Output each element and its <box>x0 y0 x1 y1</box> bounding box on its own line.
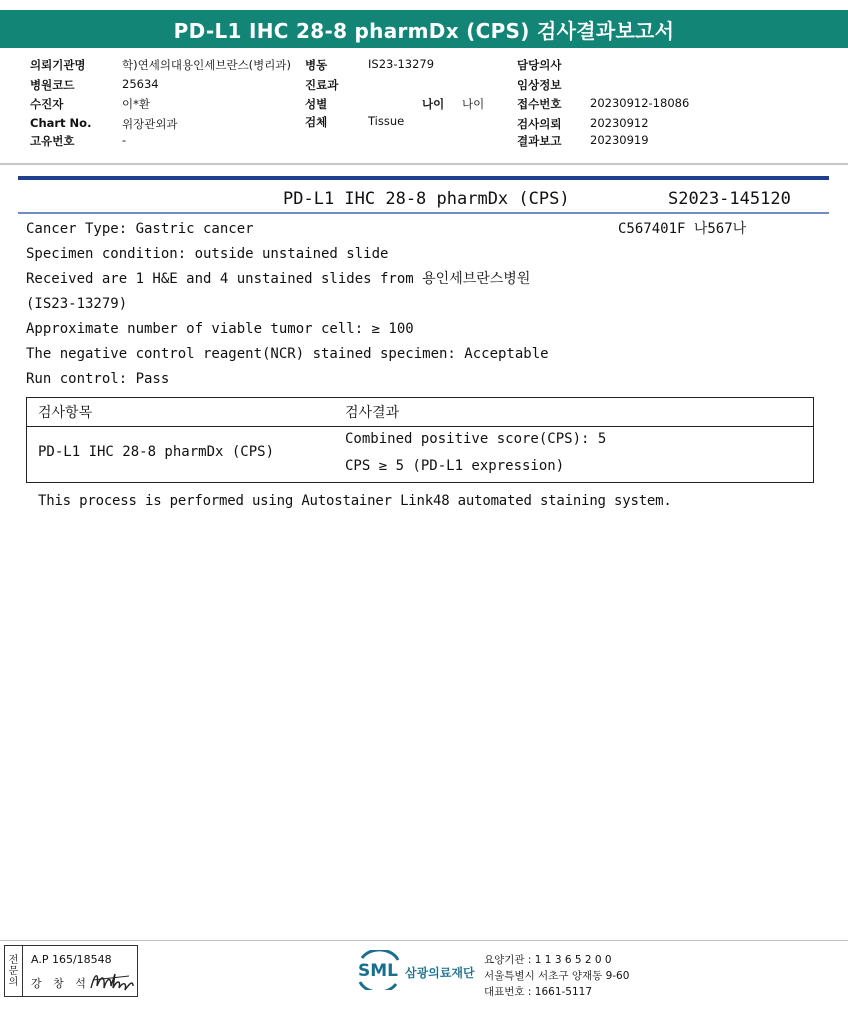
report-title-row <box>18 188 829 214</box>
result-cps-interpretation: CPS ≥ 5 (PD-L1 expression) <box>345 458 565 474</box>
ward-value: IS23-13279 <box>368 57 435 71</box>
result-table <box>26 397 814 483</box>
report-date-label: 결과보고 <box>517 134 562 148</box>
report-date-value: 20230919 <box>590 133 649 147</box>
specialist-char: 전 <box>8 954 19 966</box>
department-label: 진료과 <box>305 78 339 92</box>
patient-info <box>0 56 848 164</box>
org-address: 서울특별시 서초구 양재동 9-60 <box>484 970 630 982</box>
col-item-header: 검사항목 <box>38 405 93 421</box>
hospital-code-label: 병원코드 <box>30 78 75 92</box>
result-cps-score: Combined positive score(CPS): 5 <box>345 431 607 447</box>
clinical-info-label: 임상정보 <box>517 78 562 92</box>
finding-line: (IS23-13279) <box>26 296 128 312</box>
unique-no-label: 고유번호 <box>30 134 75 148</box>
report-id: S2023-145120 <box>668 189 791 209</box>
org-info <box>484 952 629 1000</box>
unique-no-value: - <box>122 133 127 147</box>
finding-line: Cancer Type: Gastric cancer <box>26 221 254 237</box>
patient-label: 수진자 <box>30 97 64 111</box>
col-result-header: 검사결과 <box>345 405 400 421</box>
sml-logo-icon <box>354 950 404 990</box>
institution-value: 학)연세의대용인세브란스(병리과) <box>122 58 291 72</box>
org-code: 요양기관 : 1 1 3 6 5 2 0 0 <box>484 954 612 966</box>
process-note: This process is performed using Autostainer Link48 automated staining system. <box>38 493 672 509</box>
logo-text: SML <box>358 961 398 981</box>
pathologist-name: 강 창 석 <box>31 977 90 990</box>
chart-no-value: 위장관외과 <box>122 117 178 131</box>
patient-value: 이*환 <box>122 97 150 111</box>
age-label: 나이 <box>422 97 445 111</box>
chart-no-label: Chart No. <box>30 116 92 130</box>
org-phone: 대표번호 : 1661-5117 <box>484 986 593 998</box>
report-code: C567401F 나567나 <box>618 221 747 237</box>
institution-label: 의뢰기관명 <box>30 58 86 72</box>
receipt-no-label: 접수번호 <box>517 97 562 111</box>
ward-label: 병동 <box>305 58 328 72</box>
test-item: PD-L1 IHC 28-8 pharmDx (CPS) <box>38 444 275 460</box>
receipt-no-value: 20230912-18086 <box>590 96 690 110</box>
finding-line: Approximate number of viable tumor cell: ≥ 100 <box>26 321 414 337</box>
request-date-value: 20230912 <box>590 116 649 130</box>
handwritten-signature <box>89 968 135 994</box>
request-date-label: 검사의뢰 <box>517 117 562 131</box>
specimen-label: 검체 <box>305 115 328 129</box>
finding-line: Specimen condition: outside unstained slide <box>26 246 389 262</box>
specialist-label <box>5 946 23 996</box>
report-top-bar <box>18 176 829 180</box>
sex-label: 성별 <box>305 97 328 111</box>
org-name: 삼광의료재단 <box>405 966 475 980</box>
finding-line: Run control: Pass <box>26 371 170 387</box>
meta-divider <box>0 163 848 165</box>
license-number: A.P 165/18548 <box>31 953 112 966</box>
report-header-title: PD-L1 IHC 28-8 pharmDx (CPS) 검사결과보고서 <box>173 18 675 43</box>
pathologist-signature-box <box>4 945 138 997</box>
report-header <box>0 10 848 48</box>
specimen-value: Tissue <box>368 114 405 128</box>
specialist-char: 문 <box>8 965 19 977</box>
doctor-label: 담당의사 <box>517 58 562 72</box>
report-test-title: PD-L1 IHC 28-8 pharmDx (CPS) <box>283 189 570 209</box>
specialist-char: 의 <box>8 976 19 988</box>
hospital-code-value: 25634 <box>122 77 159 91</box>
age-value: 나이 <box>462 97 485 111</box>
findings <box>26 219 626 394</box>
footer-divider <box>0 940 848 941</box>
finding-line: Received are 1 H&E and 4 unstained slides from 용인세브란스병원 <box>26 271 531 287</box>
finding-line: The negative control reagent(NCR) stained specimen: Acceptable <box>26 346 549 362</box>
result-table-header <box>27 398 813 427</box>
